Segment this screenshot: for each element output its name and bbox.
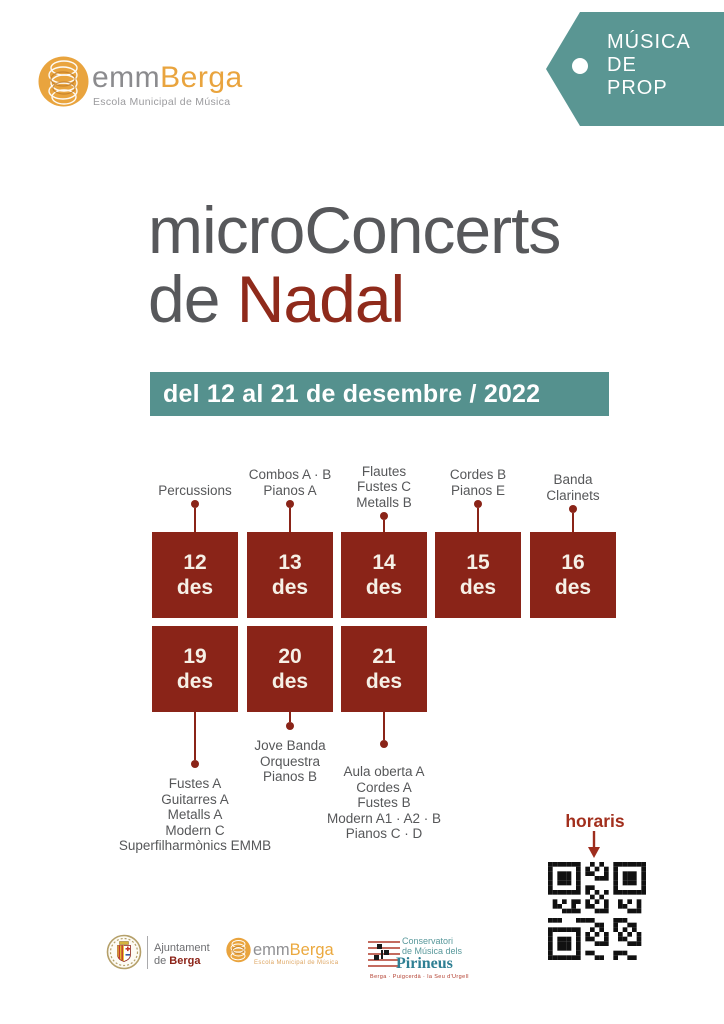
day-number: 16 [561, 550, 585, 574]
ensemble-label-line: Pianos E [450, 482, 506, 498]
conservatori-line-1: Conservatori [402, 936, 454, 946]
day-cell-16 [530, 532, 616, 618]
ajuntament-line-2 [154, 955, 210, 968]
ensemble-label-line: Guitarres A [161, 791, 229, 807]
connector-line [194, 712, 197, 760]
ensemble-label-line: Metalls B [356, 494, 412, 510]
title-de: de [148, 262, 237, 336]
ensemble-label-line: Cordes A [356, 779, 412, 795]
ensemble-label-line: Cordes B [449, 467, 507, 482]
down-arrow-icon [587, 831, 601, 858]
day-cell-21 [341, 626, 427, 712]
pirineus-text: Pirineus [396, 955, 453, 972]
footer-emmberga-wordmark [253, 942, 334, 958]
day-cell-14 [341, 532, 427, 618]
footer-wordmark-berga: Berga [289, 941, 334, 959]
callout-below-19 [110, 712, 280, 854]
berga-coat-of-arms-icon [106, 933, 142, 971]
callout-above-13 [205, 467, 375, 532]
day-number: 19 [183, 644, 207, 668]
ensemble-label [327, 764, 441, 842]
connector-dot [286, 500, 294, 508]
tag-text [607, 31, 691, 100]
tag-line-3: PROP [607, 77, 668, 99]
day-cell-20 [247, 626, 333, 712]
ensemble-label-line: Pianos A [263, 482, 317, 498]
horaris-label: horaris [565, 811, 625, 831]
connector-line [572, 513, 575, 532]
ensemble-label-line: Fustes B [357, 795, 411, 810]
day-cell-15 [435, 532, 521, 618]
day-cell-13 [247, 532, 333, 618]
coil-logo-icon [38, 55, 89, 108]
wordmark-emm: emm [92, 61, 161, 94]
day-cell-12 [152, 532, 238, 618]
connector-line [289, 712, 292, 722]
ensemble-label-line: Modern C [165, 822, 225, 838]
ensemble-label [546, 472, 599, 503]
callout-above-14 [299, 464, 469, 533]
coil-logo-icon [226, 937, 251, 963]
connector-line [194, 508, 197, 532]
ensemble-label-line: Banda [553, 472, 593, 487]
emmberga-wordmark [92, 63, 243, 93]
ensemble-label [254, 738, 325, 785]
connector-dot [474, 500, 482, 508]
ajuntament-line-1: Ajuntament [154, 942, 210, 954]
ensemble-label-line: Fustes A [168, 776, 222, 791]
day-month: des [176, 575, 214, 599]
day-number: 14 [372, 550, 396, 574]
ensemble-label [450, 467, 506, 498]
footer-logos [0, 928, 724, 988]
ensemble-label [158, 483, 232, 499]
date-range-banner [150, 372, 609, 416]
ensemble-label-line: Metalls A [167, 807, 223, 822]
tag-line-1: MÚSICA [607, 31, 691, 53]
ensemble-label-line: Superfilharmònics EMMB [118, 838, 272, 853]
ensemble-label-line: Pianos C · D [345, 826, 423, 841]
tag-line-2: DE [607, 54, 637, 76]
title-line-1: microConcerts [148, 193, 561, 267]
ensemble-label-line: Fustes C [356, 479, 411, 494]
ensemble-label [249, 467, 332, 498]
ensemble-label-line: Percussions [158, 482, 232, 498]
day-month: des [365, 575, 403, 599]
day-month: des [365, 669, 403, 693]
title-nadal: Nadal [236, 262, 405, 336]
connector-dot [191, 760, 199, 768]
day-month: des [176, 669, 214, 693]
connector-dot [380, 512, 388, 520]
ensemble-label-line: Combos A · B [248, 467, 332, 482]
connector-dot [286, 722, 294, 730]
connector-line [383, 712, 386, 740]
connector-line [289, 508, 292, 532]
day-number: 15 [466, 550, 490, 574]
callout-above-12 [110, 483, 280, 533]
footer-wordmark-emm: emm [253, 941, 290, 959]
day-cell-19 [152, 626, 238, 712]
ensemble-label-line: Clarinets [546, 487, 600, 503]
day-number: 13 [278, 550, 302, 574]
ensemble-label-line: Jove Banda [254, 738, 326, 753]
footer-divider [147, 936, 148, 969]
ajuntament-berga: Berga [169, 955, 201, 967]
day-number: 20 [278, 644, 302, 668]
callout-below-20 [205, 712, 375, 785]
connector-line [383, 520, 386, 532]
ajuntament-berga-logo [154, 942, 210, 968]
callout-above-15 [393, 467, 563, 532]
wordmark-berga: Berga [160, 61, 243, 94]
connector-dot [191, 500, 199, 508]
day-month: des [271, 669, 309, 693]
day-month: des [271, 575, 309, 599]
connector-dot [380, 740, 388, 748]
day-number: 21 [372, 644, 396, 668]
school-subtitle: Escola Municipal de Música [93, 96, 231, 108]
conservatori-line-2: de Música dels [402, 946, 463, 956]
day-number: 12 [183, 550, 207, 574]
ensemble-label-line: Modern A1 · A2 · B [326, 810, 442, 826]
footer-emm-subtitle: Escola Municipal de Música [254, 960, 339, 966]
ajuntament-de: de [154, 955, 170, 967]
ensemble-label-line: Pianos B [262, 769, 318, 784]
ensemble-label-line: Flautes [361, 463, 407, 479]
connector-line [477, 508, 480, 532]
callout-below-21 [299, 712, 469, 842]
day-month: des [459, 575, 497, 599]
conservatori-text [402, 936, 462, 956]
connector-dot [569, 505, 577, 513]
ensemble-label-line: Aula oberta A [343, 764, 425, 779]
day-month: des [554, 575, 592, 599]
page-title [148, 193, 561, 336]
ensemble-label-line: Orquestra [259, 753, 321, 769]
date-range-text: del 12 al 21 de desembre / 2022 [163, 379, 541, 408]
ensemble-label [119, 776, 271, 854]
ensemble-label [356, 464, 412, 511]
conservatori-cities: Berga · Puigcerdà · la Seu d'Urgell [370, 974, 469, 980]
callout-above-16 [488, 472, 658, 532]
title-line-2 [148, 262, 560, 336]
